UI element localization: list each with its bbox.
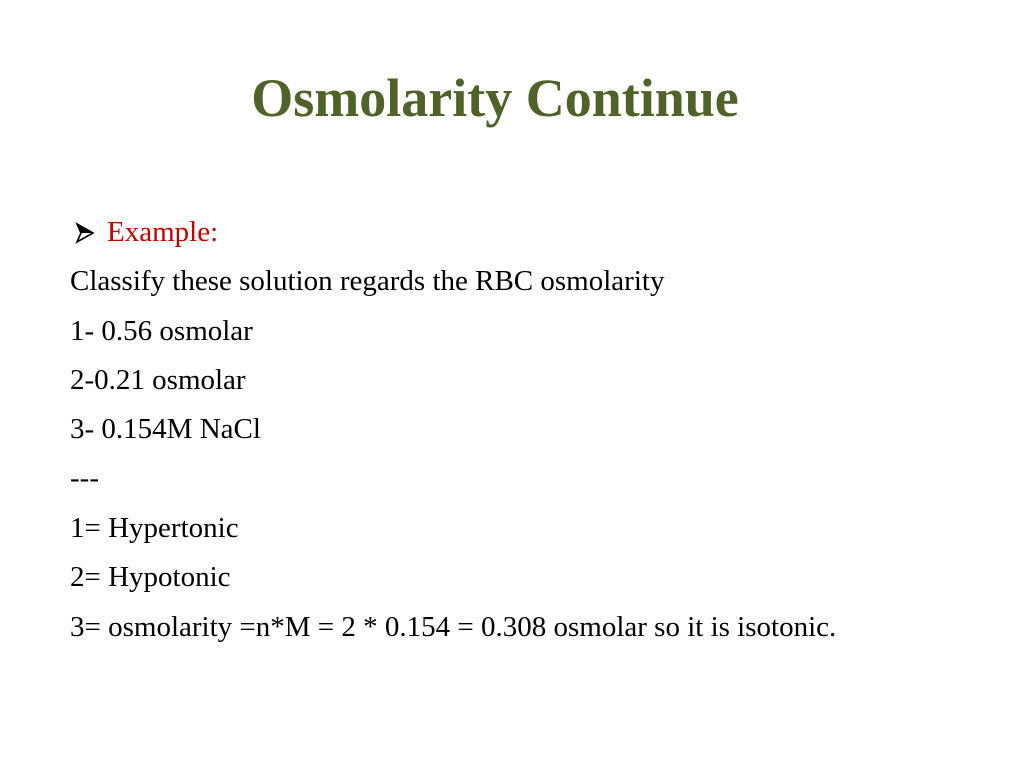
answer-1: 1= Hypertonic bbox=[70, 511, 239, 544]
question-2: 2-0.21 osmolar bbox=[70, 363, 246, 396]
bullet-item-example bbox=[70, 208, 950, 257]
instruction-text: Classify these solution regards the RBC osmolarity bbox=[70, 265, 665, 298]
answer-2: 2= Hypotonic bbox=[70, 561, 231, 594]
question-1: 1- 0.56 osmolar bbox=[70, 314, 253, 347]
slide-body bbox=[70, 208, 950, 647]
arrow-bullet-icon bbox=[75, 221, 95, 245]
slide-title: Osmolarity Continue bbox=[251, 68, 739, 128]
question-3: 3- 0.154M NaCl bbox=[70, 413, 261, 446]
bullet-label: Example: bbox=[107, 216, 219, 248]
separator-text: --- bbox=[70, 462, 99, 495]
answer-3: 3= osmolarity =n*M = 2 * 0.154 = 0.308 osmolar so it is isotonic. bbox=[70, 611, 837, 644]
